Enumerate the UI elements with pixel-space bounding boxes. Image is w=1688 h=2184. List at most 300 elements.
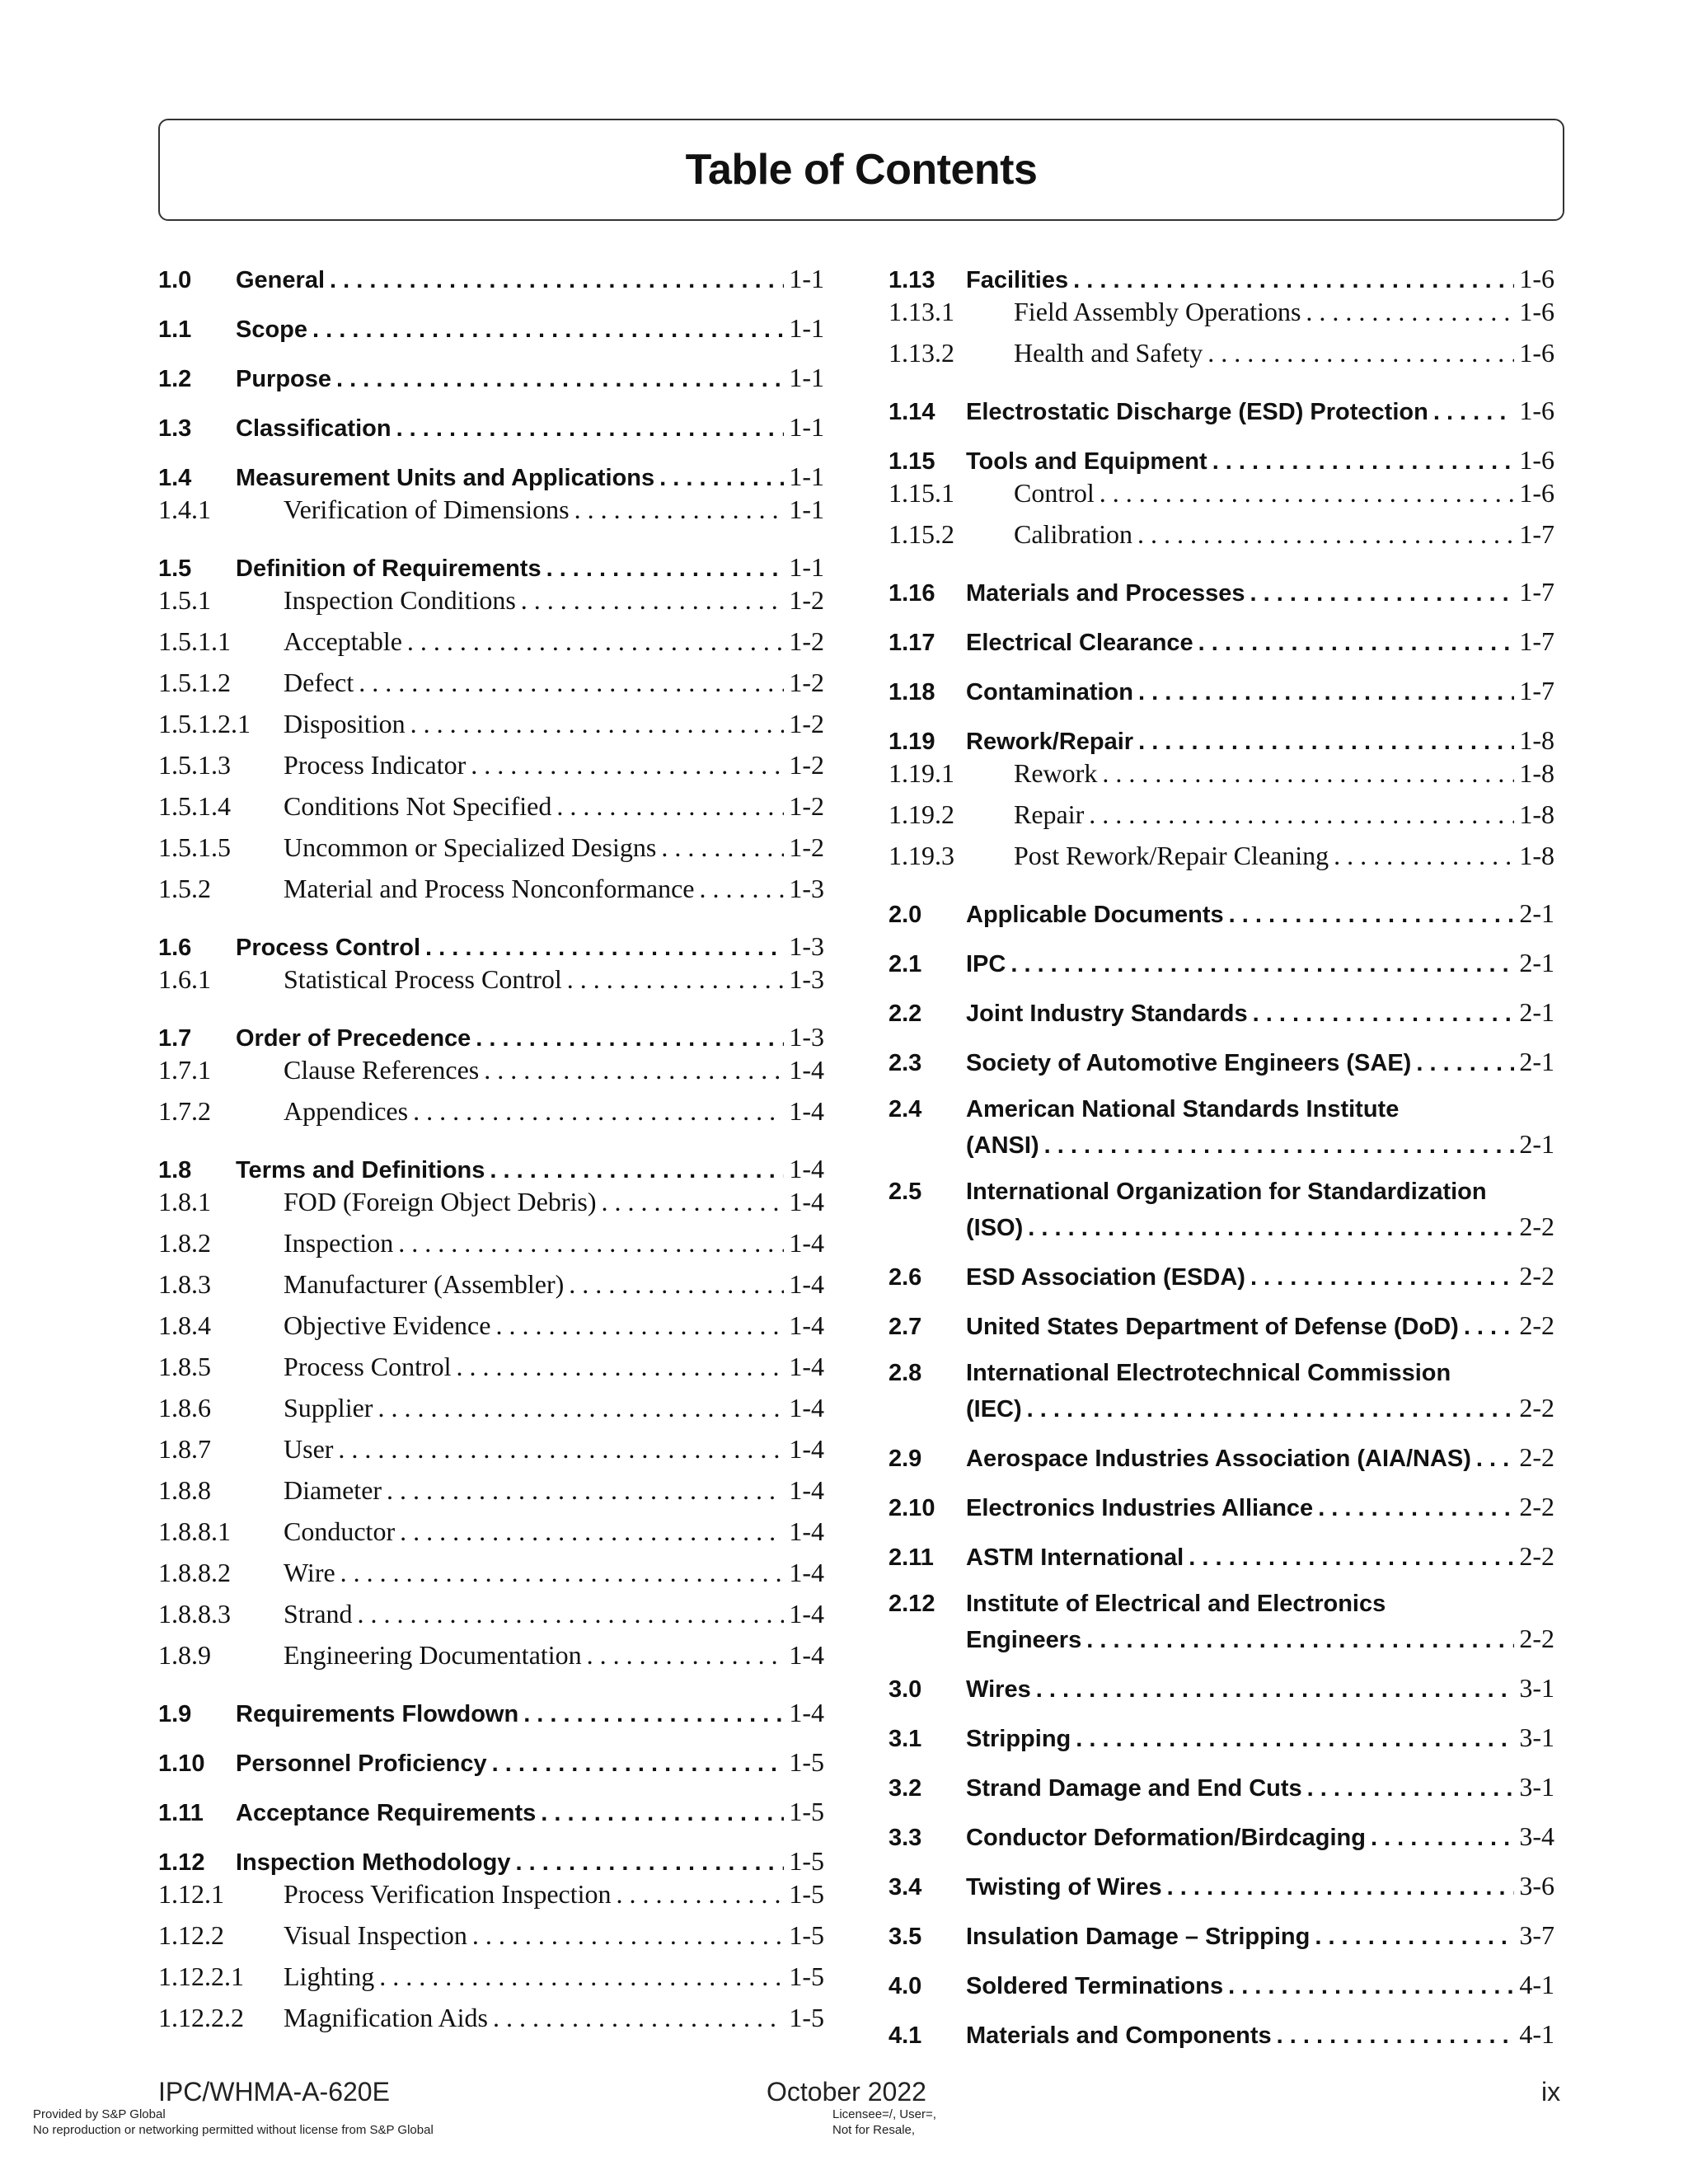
toc-leader-dots [338,1434,784,1465]
toc-leader-dots [1089,799,1514,830]
toc-entry-number: 2.4 [889,1096,922,1122]
toc-entry-number: 1.1 [158,316,192,343]
toc-entry[interactable] [889,676,1554,709]
toc-entry[interactable] [889,577,1554,610]
toc-entry-page: 3-4 [1519,1821,1554,1851]
toc-entry-page: 1-8 [1519,841,1554,870]
toc-entry-title: User [284,1434,334,1464]
toc-leader-dots [601,1187,784,1217]
toc-entry[interactable] [158,264,824,297]
toc-entry-page: 1-4 [789,1599,824,1629]
toc-entry[interactable] [158,462,824,494]
toc-entry-title: Definition of Requirements [236,555,542,582]
toc-entry-page: 1-1 [789,363,824,392]
toc-entry[interactable] [889,1096,1554,1162]
toc-leader-dots [587,1640,785,1671]
toc-entry-title: Materials and Processes [966,580,1245,607]
toc-entry-page: 3-7 [1519,1920,1554,1950]
toc-entry-number: 1.8.5 [158,1352,211,1381]
toc-entry-title: Process Control [236,935,420,961]
toc-entry-title: Insulation Damage – Stripping [966,1924,1311,1950]
toc-entry-title: Engineering Documentation [284,1640,582,1670]
toc-entry-title: Applicable Documents [966,902,1224,928]
toc-entry-number: 1.7 [158,1025,192,1052]
toc-entry-page: 3-1 [1519,1722,1554,1752]
toc-leader-dots [1076,1726,1514,1753]
toc-entry-number: 2.3 [889,1050,922,1076]
toc-entry-number: 1.19.3 [889,841,954,870]
toc-entry-number: 1.8.2 [158,1228,211,1258]
toc-entry-title: Conductor Deformation/Birdcaging [966,1825,1366,1851]
toc-entry-page: 1-2 [789,832,824,862]
toc-entry-page: 2-1 [1519,1047,1554,1076]
toc-entry-page: 2-1 [1519,948,1554,977]
toc-entry-title: ESD Association (ESDA) [966,1264,1245,1291]
toc-leader-dots [1100,478,1515,509]
toc-entry-title: Inspection Methodology [236,1849,511,1876]
toc-entry-page: 2-2 [1519,1261,1554,1291]
toc-entry-number: 1.8.4 [158,1310,211,1340]
toc-entry-title: Aerospace Industries Association (AIA/NAS) [966,1446,1471,1472]
toc-entry-title: Classification [236,415,392,442]
toc-entry[interactable] [158,552,824,585]
toc-entry-title: Acceptable [284,626,402,656]
toc-entry-title: International Electrotechnical Commission [966,1360,1451,1386]
toc-entry-number: 1.13.1 [889,297,954,326]
toc-entry[interactable] [889,1261,1554,1294]
toc-leader-dots [1027,1396,1515,1423]
toc-entry-title: Process Indicator [284,750,467,780]
toc-entry-page: 4-1 [1519,1970,1554,1999]
toc-entry-title: Defect [284,668,354,697]
toc-leader-dots [1250,580,1515,607]
toc-entry-page: 1-1 [789,552,824,582]
toc-entry[interactable] [889,445,1554,478]
toc-entry-page: 1-3 [789,874,824,903]
toc-entry-title-continued: (IEC) [966,1396,1022,1422]
toc-leader-dots [556,791,784,822]
toc-left-column [158,247,824,2044]
toc-entry[interactable] [889,1360,1554,1426]
toc-entry[interactable] [889,519,1554,560]
toc-entry-page: 2-2 [1519,1442,1554,1472]
toc-entry-number: 2.9 [889,1446,922,1472]
toc-leader-dots [617,1879,785,1910]
toc-entry-page: 1-4 [789,1393,824,1422]
toc-entry[interactable] [158,832,824,874]
toc-entry[interactable] [158,412,824,445]
toc-entry[interactable] [889,1722,1554,1755]
toc-leader-dots [699,874,784,904]
toc-leader-dots [1277,2022,1515,2050]
toc-entry[interactable] [158,668,824,709]
toc-entry[interactable] [158,1434,824,1475]
toc-entry-title: Order of Precedence [236,1025,471,1052]
toc-entry[interactable] [158,1797,824,1830]
toc-entry[interactable] [889,2019,1554,2052]
toc-leader-dots [1036,1676,1515,1704]
toc-entry-number: 1.0 [158,267,192,293]
toc-leader-dots [377,1393,784,1423]
toc-entry[interactable] [158,585,824,626]
toc-entry[interactable] [889,1591,1554,1657]
toc-entry-title: Clause References [284,1055,480,1085]
toc-entry[interactable] [158,1961,824,2003]
toc-entry-number: 3.0 [889,1676,922,1703]
toc-leader-dots [1416,1050,1514,1077]
toc-entry-title: Society of Automotive Engineers (SAE) [966,1050,1412,1076]
toc-entry-number: 1.11 [158,1800,204,1826]
toc-entry-title: Appendices [284,1096,409,1126]
toc-entry[interactable] [158,1879,824,1920]
toc-entry[interactable] [889,626,1554,659]
toc-entry-page: 1-4 [789,1434,824,1464]
toc-leader-dots [1138,679,1514,706]
toc-leader-dots [1207,338,1514,368]
toc-entry[interactable] [889,264,1554,297]
toc-entry[interactable] [889,799,1554,841]
toc-leader-dots [1250,1264,1514,1291]
toc-leader-dots [495,1310,784,1341]
toc-entry[interactable] [158,964,824,1005]
toc-entry[interactable] [158,1310,824,1352]
toc-entry[interactable] [889,1047,1554,1080]
toc-leader-dots [359,668,784,698]
toc-entry[interactable] [158,1022,824,1055]
toc-entry-title: Soldered Terminations [966,1973,1224,1999]
toc-entry[interactable] [889,1541,1554,1574]
toc-entry-number: 1.19.1 [889,758,954,788]
toc-entry[interactable] [158,1558,824,1599]
toc-entry[interactable] [158,313,824,346]
toc-entry-title: Statistical Process Control [284,964,562,994]
toc-entry-page: 1-7 [1519,519,1554,549]
toc-entry-page: 1-4 [789,1352,824,1381]
toc-entry[interactable] [889,1772,1554,1805]
toc-leader-dots [1086,1627,1514,1654]
toc-leader-dots [523,1701,784,1728]
toc-entry[interactable] [158,791,824,832]
toc-entry[interactable] [158,750,824,791]
toc-entry-number: 1.14 [889,399,935,425]
toc-entry-page: 1-1 [789,412,824,442]
toc-entry-number: 1.9 [158,1701,192,1727]
toc-entry-number: 1.8.1 [158,1187,211,1216]
toc-entry[interactable] [889,1970,1554,2003]
toc-leader-dots [569,1269,784,1300]
toc-entry-number: 1.8.8 [158,1475,211,1505]
toc-entry-number: 1.4 [158,465,192,491]
toc-leader-dots [1318,1495,1514,1522]
toc-entry-page: 1-7 [1519,676,1554,705]
toc-entry[interactable] [158,494,824,536]
toc-leader-dots [490,1157,784,1184]
toc-entry[interactable] [158,1698,824,1731]
toc-entry-title-continued: (ANSI) [966,1132,1039,1159]
toc-entry[interactable] [889,758,1554,799]
toc-entry[interactable] [889,1442,1554,1475]
toc-entry-number: 1.12.1 [158,1879,224,1909]
toc-entry-title: Rework [1014,758,1098,788]
toc-entry-title: ASTM International [966,1544,1184,1571]
toc-entry-title: Rework/Repair [966,729,1134,755]
toc-entry[interactable] [889,725,1554,758]
toc-entry-number: 2.8 [889,1360,922,1386]
toc-entry-title: Calibration [1014,519,1132,549]
toc-entry-page: 1-6 [1519,338,1554,368]
toc-entry-number: 1.12.2 [158,1920,224,1950]
toc-entry[interactable] [889,898,1554,931]
toc-entry[interactable] [158,1393,824,1434]
toc-entry-page: 1-1 [789,494,824,524]
toc-entry-number: 4.1 [889,2022,922,2049]
toc-entry-title: Field Assembly Operations [1014,297,1301,326]
toc-entry[interactable] [158,1475,824,1516]
toc-entry-page: 1-8 [1519,758,1554,788]
toc-leader-dots [379,1961,784,1992]
toc-entry[interactable] [158,1846,824,1879]
toc-entry-title: Scope [236,316,308,343]
toc-entry-title: Disposition [284,709,406,738]
toc-leader-dots [546,555,785,583]
toc-entry-page: 1-5 [789,1961,824,1991]
toc-entry-title: Acceptance Requirements [236,1800,537,1826]
toc-entry-page: 1-2 [789,668,824,697]
toc-entry-page: 1-2 [789,626,824,656]
toc-entry[interactable] [158,1599,824,1640]
toc-entry[interactable] [889,1920,1554,1953]
toc-entry-number: 1.5.1.3 [158,750,231,780]
toc-entry-number: 1.8.7 [158,1434,211,1464]
toc-entry-page: 1-4 [789,1640,824,1670]
toc-entry-number: 1.16 [889,580,935,607]
toc-leader-dots [1476,1446,1514,1473]
toc-leader-dots [413,1096,784,1127]
toc-entry-title: Control [1014,478,1095,508]
toc-leader-dots [1010,951,1514,978]
toc-entry-number: 1.5.2 [158,874,211,903]
toc-entry[interactable] [889,297,1554,338]
toc-entry[interactable] [158,363,824,396]
toc-entry[interactable] [158,1055,824,1096]
toc-entry-page: 2-2 [1519,1541,1554,1571]
toc-entry-title: Material and Process Nonconformance [284,874,695,903]
toc-entry[interactable] [889,338,1554,379]
toc-leader-dots [1315,1924,1514,1951]
toc-entry-number: 2.2 [889,1001,922,1027]
toc-entry[interactable] [158,1640,824,1681]
toc-entry-number: 1.6.1 [158,964,211,994]
toc-leader-dots [330,267,784,294]
toc-entry[interactable] [158,1920,824,1961]
footer-doc-id: IPC/WHMA-A-620E [158,2077,390,2107]
toc-entry-title: Visual Inspection [284,1920,467,1950]
toc-entry-number: 1.15.1 [889,478,954,508]
toc-entry[interactable] [889,1310,1554,1343]
toc-entry[interactable] [158,709,824,750]
toc-entry-number: 1.18 [889,679,935,705]
toc-entry[interactable] [889,1179,1554,1244]
toc-entry-page: 1-5 [789,1879,824,1909]
toc-entry-title: Magnification Aids [284,2003,488,2032]
toc-entry[interactable] [889,948,1554,981]
toc-entry-number: 1.5.1.2 [158,668,231,697]
toc-entry-page: 1-4 [789,1698,824,1727]
toc-entry-title-continued: (ISO) [966,1215,1024,1241]
toc-entry-title: Objective Evidence [284,1310,491,1340]
toc-entry-page: 1-6 [1519,396,1554,425]
toc-entry[interactable] [158,1228,824,1269]
toc-entry-page: 1-3 [789,1022,824,1052]
toc-entry-title: General [236,267,325,293]
toc-entry[interactable] [158,1187,824,1228]
toc-entry-number: 1.5.1.5 [158,832,231,862]
toc-entry-page: 2-2 [1519,1310,1554,1340]
toc-leader-dots [541,1800,784,1827]
toc-entry-number: 1.6 [158,935,192,961]
toc-entry-page: 1-4 [789,1475,824,1505]
toc-entry[interactable] [158,874,824,915]
toc-entry-title: Electrostatic Discharge (ESD) Protection [966,399,1428,425]
toc-entry-page: 1-1 [789,264,824,293]
toc-entry-title: Health and Safety [1014,338,1203,368]
toc-entry-number: 3.4 [889,1874,922,1900]
toc-entry-page: 1-4 [789,1558,824,1587]
toc-entry[interactable] [158,2003,824,2044]
toc-entry-number: 3.2 [889,1775,922,1802]
toc-leader-dots [396,415,785,443]
toc-leader-dots [312,316,784,344]
toc-leader-dots [1253,1001,1515,1028]
toc-entry-page: 3-1 [1519,1772,1554,1802]
toc-entry-number: 2.1 [889,951,922,977]
toc-entry-title: Wire [284,1558,335,1587]
toc-entry-number: 1.8.8.3 [158,1599,231,1629]
toc-entry-page: 4-1 [1519,2019,1554,2049]
toc-entry-page: 2-2 [1519,1624,1554,1653]
toc-leader-dots [425,935,784,962]
toc-entry-title: Strand Damage and End Cuts [966,1775,1302,1802]
toc-leader-dots [336,366,784,393]
toc-entry-title: Wires [966,1676,1031,1703]
toc-leader-dots [659,465,784,492]
toc-leader-dots [407,626,784,657]
footer-no-reproduction: No reproduction or networking permitted without license from S&P Global [33,2123,434,2137]
toc-entry-number: 1.2 [158,366,192,392]
toc-entry-number: 2.12 [889,1591,935,1617]
toc-entry[interactable] [158,1516,824,1558]
toc-entry-title: Post Rework/Repair Cleaning [1014,841,1329,870]
toc-entry-number: 1.7.2 [158,1096,211,1126]
toc-entry-page: 3-1 [1519,1673,1554,1703]
toc-entry-title: Uncommon or Specialized Designs [284,832,657,862]
toc-entry-number: 1.12.2.1 [158,1961,244,1991]
toc-leader-dots [1137,519,1514,550]
toc-entry-title: Manufacturer (Assembler) [284,1269,565,1299]
toc-entry[interactable] [158,1747,824,1780]
toc-entry-number: 1.5.1.2.1 [158,709,251,738]
toc-leader-dots [1073,267,1514,294]
toc-entry-number: 2.6 [889,1264,922,1291]
toc-entry-title: Electrical Clearance [966,630,1193,656]
toc-entry-page: 2-2 [1519,1393,1554,1422]
toc-entry[interactable] [158,626,824,668]
toc-entry-number: 1.13.2 [889,338,954,368]
toc-entry-title: Facilities [966,267,1069,293]
toc-entry-page: 1-6 [1519,264,1554,293]
toc-entry[interactable] [158,1096,824,1137]
toc-entry-number: 1.19 [889,729,935,755]
toc-leader-dots [1228,1973,1514,2000]
toc-entry-title: Materials and Components [966,2022,1272,2049]
toc-entry-title: Joint Industry Standards [966,1001,1248,1027]
toc-leader-dots [1306,297,1514,327]
toc-leader-dots [1138,729,1514,756]
toc-entry-page: 1-5 [789,1797,824,1826]
toc-entry-number: 1.13 [889,267,935,293]
toc-entry[interactable] [889,1821,1554,1854]
footer-date: October 2022 [767,2077,926,2107]
toc-entry-page: 1-4 [789,1516,824,1546]
toc-leader-dots [1334,841,1514,871]
toc-entry[interactable] [158,1154,824,1187]
toc-leader-dots [1102,758,1514,789]
toc-entry-title: Diameter [284,1475,382,1505]
toc-entry[interactable] [889,997,1554,1030]
toc-leader-dots [574,494,785,525]
toc-entry-page: 1-5 [789,1846,824,1876]
toc-entry-title: United States Department of Defense (DoD) [966,1314,1459,1340]
toc-entry-page: 1-8 [1519,799,1554,829]
toc-entry-title: Requirements Flowdown [236,1701,519,1727]
toc-entry[interactable] [889,1871,1554,1904]
toc-entry[interactable] [889,841,1554,882]
toc-entry[interactable] [158,1352,824,1393]
toc-leader-dots [1167,1874,1515,1901]
toc-entry-number: 1.7.1 [158,1055,211,1085]
toc-entry-page: 1-1 [789,462,824,491]
toc-entry-title: International Organization for Standardization [966,1179,1487,1205]
toc-entry-title: Conductor [284,1516,396,1546]
toc-title-box [158,119,1564,221]
toc-entry-number: 1.19.2 [889,799,954,829]
toc-entry[interactable] [889,1673,1554,1706]
toc-entry-title: Verification of Dimensions [284,494,570,524]
toc-entry-title: Tools and Equipment [966,448,1207,475]
toc-entry[interactable] [889,478,1554,519]
toc-entry-page: 2-1 [1519,997,1554,1027]
toc-entry-title: Strand [284,1599,353,1629]
toc-entry[interactable] [158,931,824,964]
toc-entry[interactable] [889,396,1554,429]
toc-entry[interactable] [889,1492,1554,1525]
toc-leader-dots [400,1516,784,1547]
toc-entry[interactable] [158,1269,824,1310]
toc-leader-dots [492,1750,785,1778]
toc-entry-number: 1.4.1 [158,494,211,524]
toc-entry-number: 1.8.8.2 [158,1558,231,1587]
toc-leader-dots [398,1228,784,1258]
toc-leader-dots [1028,1215,1514,1242]
toc-entry-page: 1-2 [789,791,824,821]
toc-entry-number: 1.12 [158,1849,205,1876]
toc-entry-title: Electronics Industries Alliance [966,1495,1314,1521]
toc-entry-title: Terms and Definitions [236,1157,485,1183]
toc-entry-number: 4.0 [889,1973,922,1999]
toc-entry-page: 1-2 [789,750,824,780]
toc-entry-page: 1-4 [789,1055,824,1085]
toc-entry-page: 1-5 [789,1920,824,1950]
